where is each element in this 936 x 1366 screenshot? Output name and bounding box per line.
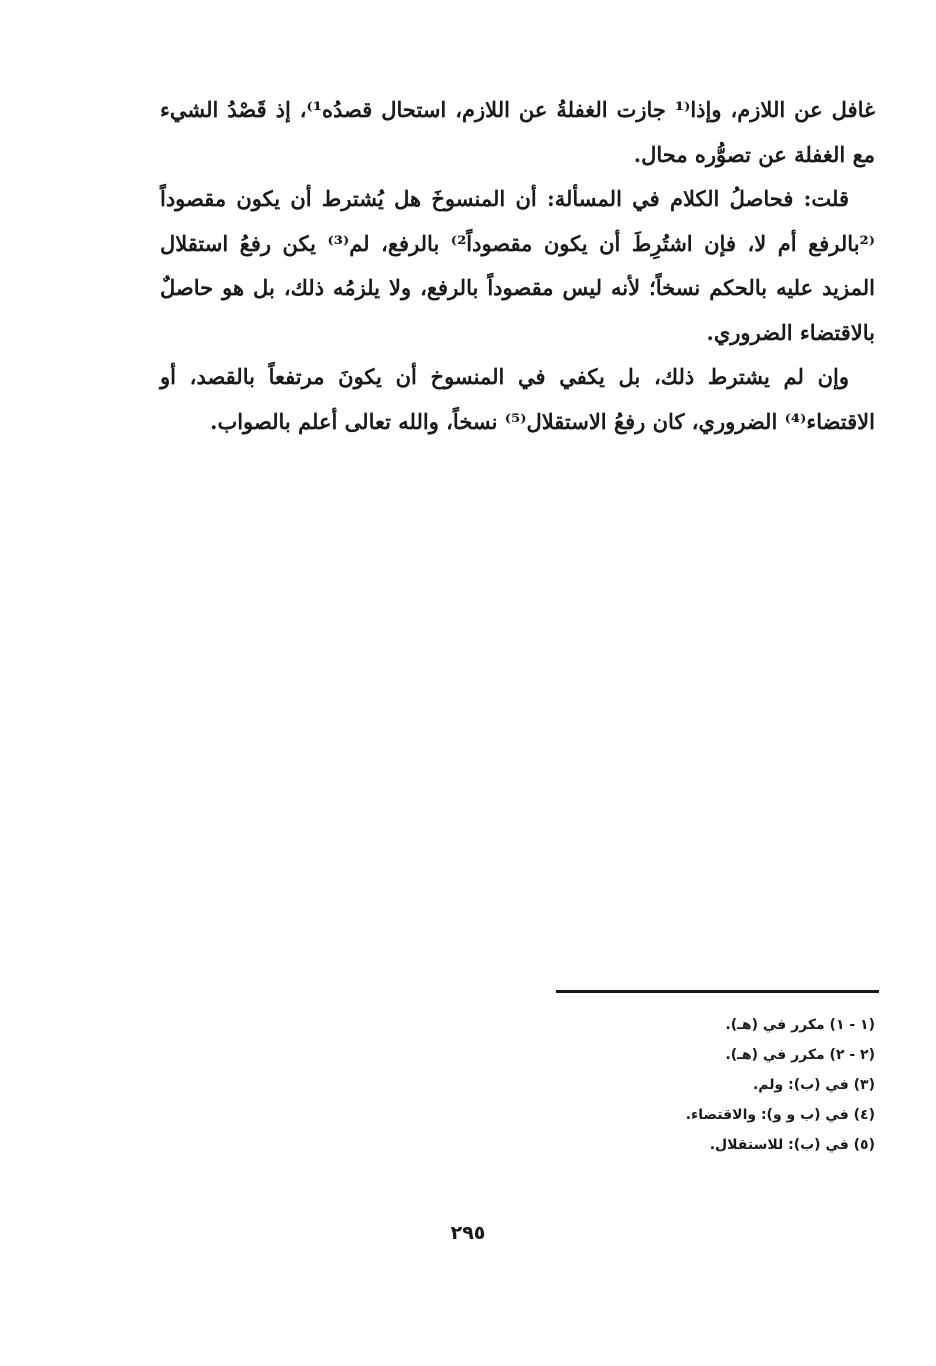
footnote-2: (٢ - ٢) مكرر في (هـ). — [725, 1047, 875, 1063]
paragraph-2: قلت: فحاصلُ الكلام في المسألة: أن المنسوخَ هل يُشترط أن يكون مقصوداً ⁽²بالرفع أم لا، فإن اشتُرِطَ أن يكون مقصوداً²⁾ بالرفع، لم⁽³⁾ يكن رفعُ استقلال المزيد عليه بالحكم نسخاً؛ لأنه ليس مقصوداً بالرفع، ولا يلزمُه ذلك، بل هو حاصلٌ بالاقتضاء الضروري. — [160, 186, 876, 345]
paragraph-1: غافل عن اللازم، وإذا⁽¹ جازت الغفلةُ عن اللازم، استحال قصدُه¹⁾، إذ قَصْدُ الشيء مع الغفلة عن تصوُّره محال. — [160, 97, 875, 167]
footnotes — [560, 1010, 875, 1160]
footnote-3: (٣) في (ب): ولم. — [752, 1077, 875, 1093]
paragraph-3: وإن لم يشترط ذلك، بل يكفي في المنسوخ أن يكونَ مرتفعاً بالقصد، أو الاقتضاء⁽⁴⁾ الضروري، كان رفعُ الاستقلال⁽⁵⁾ نسخاً، والله تعالى أعلم بالصواب. — [160, 364, 875, 434]
page-number: ٢٩٥ — [450, 1222, 486, 1244]
main-text-block — [160, 88, 875, 444]
footnote-5: (٥) في (ب): للاستقلال. — [709, 1137, 875, 1153]
footnote-separator — [556, 990, 879, 993]
footnote-4: (٤) في (ب و و): والاقتضاء. — [685, 1107, 875, 1123]
footnote-1: (١ - ١) مكرر في (هـ). — [725, 1017, 875, 1033]
